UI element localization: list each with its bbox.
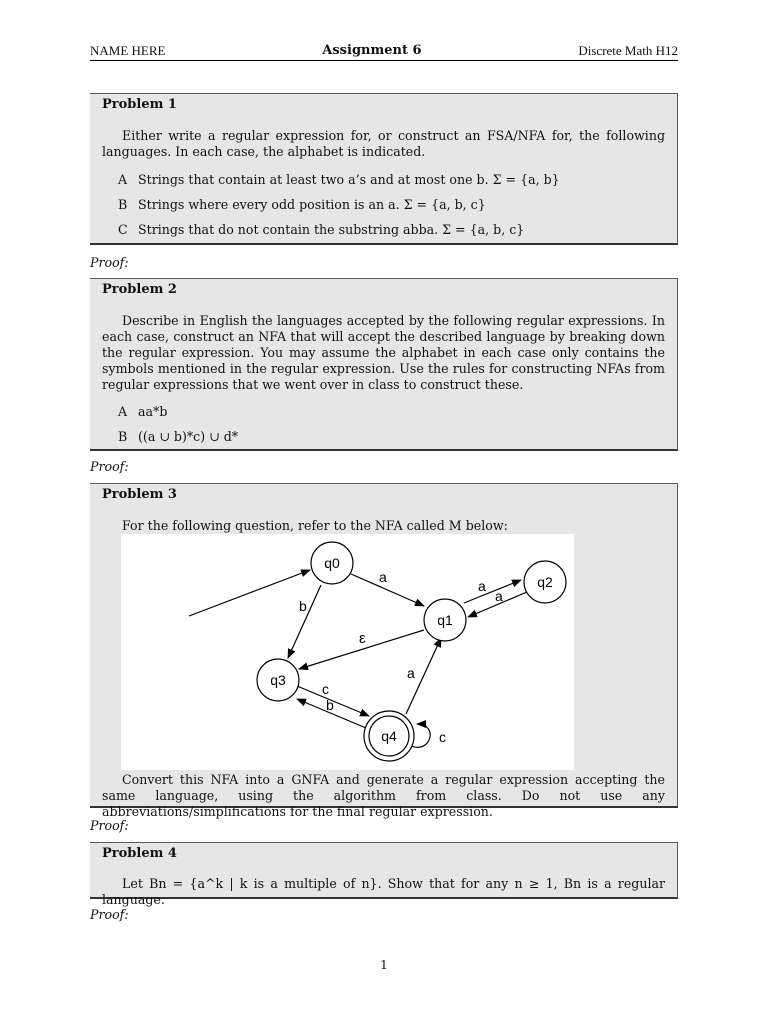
problem-title: Problem 4 bbox=[102, 846, 177, 861]
problem-intro: For the following question, refer to the NFA called M below: bbox=[122, 518, 508, 533]
list-item bbox=[118, 404, 167, 420]
edge-q0-q3 bbox=[288, 585, 321, 658]
svg-text:q1: q1 bbox=[437, 612, 453, 628]
state-q0 bbox=[311, 542, 353, 584]
state-q3 bbox=[257, 659, 299, 701]
item-key: A bbox=[118, 404, 128, 419]
svg-text:q4: q4 bbox=[381, 728, 397, 744]
label-q3-q4: c bbox=[322, 681, 329, 697]
label-q2-q1: a bbox=[495, 588, 503, 604]
item-key: B bbox=[118, 429, 128, 444]
problem-after-text: Convert this NFA into a GNFA and generate a regular expression accepting the same language, using the algorithm from class. Do not use any abbreviations/simplifications for the final regular expression. bbox=[102, 772, 665, 820]
problem-title: Problem 1 bbox=[102, 97, 177, 112]
label-q4-q1: a bbox=[407, 665, 415, 681]
label-q1-q3: ε bbox=[359, 630, 366, 647]
svg-text:q0: q0 bbox=[324, 555, 340, 571]
problem-1-box bbox=[90, 93, 678, 245]
problem-2-box bbox=[90, 278, 678, 451]
proof-label: Proof: bbox=[90, 818, 129, 833]
problem-intro: Either write a regular expression for, or construct an FSA/NFA for, the following languages. In each case, the alphabet is indicated. bbox=[102, 128, 665, 160]
problem-title: Problem 2 bbox=[102, 282, 177, 297]
problem-intro: Describe in English the languages accepted by the following regular expressions. In each case, construct an NFA that will accept the described language by breaking down the regular expression. You may assume the alphabet in each case only contains the symbols mentioned in the regular expression. Use the rules for constructing NFAs from regular expressions that we went over in class to construct these. bbox=[102, 313, 665, 393]
assignment-title: Assignment 6 bbox=[322, 43, 422, 58]
problem-intro: Let Bn = {a^k | k is a multiple of n}. Show that for any n ≥ 1, Bn is a regular language. bbox=[102, 876, 665, 908]
state-q4 bbox=[364, 711, 414, 761]
page-number: 1 bbox=[380, 958, 388, 972]
svg-text:q3: q3 bbox=[270, 672, 286, 688]
nfa-diagram bbox=[121, 534, 574, 770]
page-header bbox=[90, 43, 678, 61]
problem-4-box bbox=[90, 842, 678, 908]
list-item bbox=[118, 172, 560, 188]
item-key: A bbox=[118, 172, 128, 187]
item-text: Strings where every odd position is an a. Σ = {a, b, c} bbox=[138, 197, 486, 212]
item-text: Strings that do not contain the substring abba. Σ = {a, b, c} bbox=[138, 222, 525, 237]
problem-3-box bbox=[90, 483, 678, 820]
list-item bbox=[118, 197, 486, 213]
student-name: NAME HERE bbox=[90, 43, 166, 58]
label-q4-q3: b bbox=[326, 697, 334, 713]
problem-title: Problem 3 bbox=[102, 487, 177, 502]
course-name: Discrete Math H12 bbox=[578, 43, 678, 58]
start-arrow bbox=[189, 570, 310, 616]
item-text: Strings that contain at least two a’s and at most one b. Σ = {a, b} bbox=[138, 172, 560, 187]
edge-q0-q1 bbox=[351, 574, 424, 606]
item-text: ((a ∪ b)*c) ∪ d* bbox=[138, 429, 239, 444]
item-key: C bbox=[118, 222, 128, 237]
edge-q1-q2 bbox=[464, 580, 521, 603]
item-text: aa*b bbox=[138, 404, 168, 419]
proof-label: Proof: bbox=[90, 907, 129, 922]
label-q1-q2: a bbox=[478, 578, 486, 594]
item-key: B bbox=[118, 197, 128, 212]
proof-label: Proof: bbox=[90, 459, 129, 474]
state-q1 bbox=[424, 599, 466, 641]
svg-text:q2: q2 bbox=[537, 574, 553, 590]
list-item bbox=[118, 222, 524, 238]
label-q0-q3: b bbox=[299, 598, 307, 614]
label-q4-loop: c bbox=[439, 729, 446, 745]
state-q2 bbox=[524, 561, 566, 603]
label-q0-q1: a bbox=[379, 569, 387, 585]
list-item bbox=[118, 429, 238, 445]
proof-label: Proof: bbox=[90, 255, 129, 270]
